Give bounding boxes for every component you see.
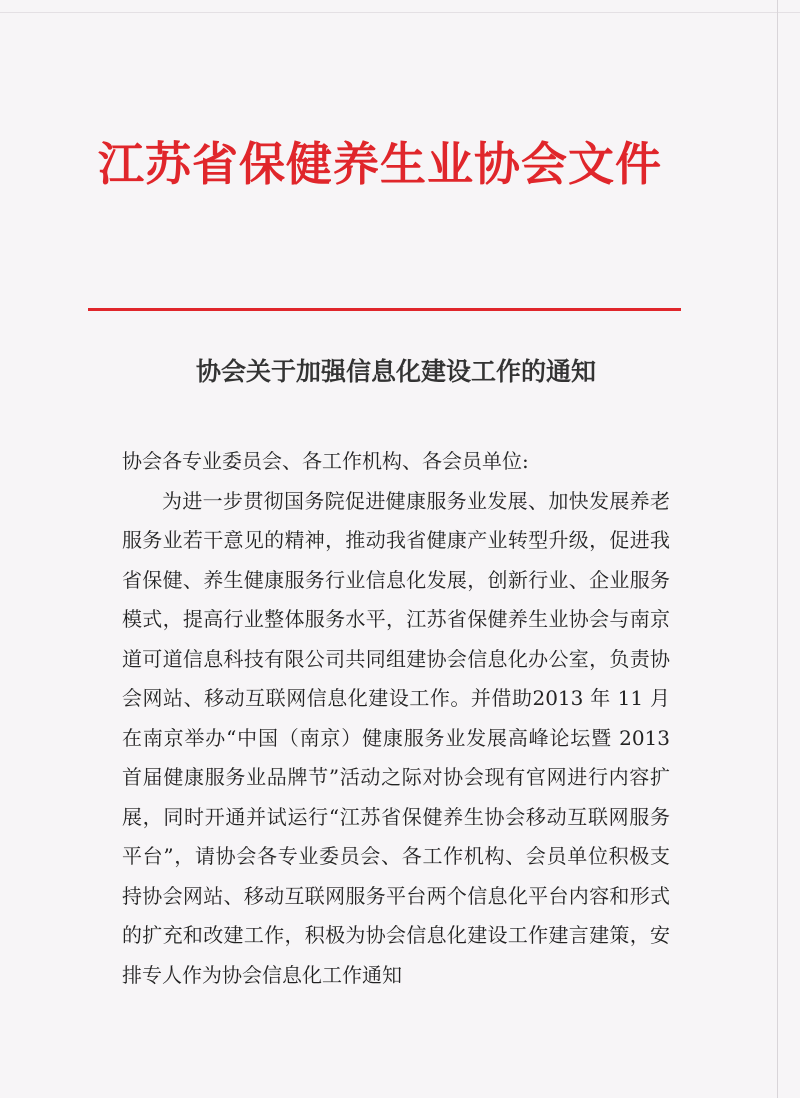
document-header: 江苏省保健养生业协会文件 — [98, 137, 662, 191]
salutation: 协会各专业委员会、各工作机构、各会员单位: — [122, 449, 529, 473]
header-red-rule — [88, 308, 681, 311]
document-title: 协会关于加强信息化建设工作的通知 — [195, 357, 596, 386]
scan-edge-top — [0, 12, 800, 13]
document-body — [122, 442, 670, 995]
body-paragraph: 为进一步贯彻国务院促进健康服务业发展、加快发展养老服务业若干意见的精神，推动我省健康产业转型升级，促进我省保健、养生健康服务行业信息化发展，创新行业、企业服务模式，提高行业整体服务水平，江苏省保健养生业协会与南京道可道信息科技有限公司共同组建协会信息化办公室，负责协会网站、移动互联网信息化建设工作。并借助2013 年 11 月在南京举办“中国（南京）健康服务业发展高峰论坛暨 2013 首届健康服务业品牌节”活动之际对协会现有官网进行内容扩展，同时开通并试运行“江苏省保健养生协会移动互联网服务平台”，请协会各专业委员会、各工作机构、会员单位积极支持协会网站、移动互联网服务平台两个信息化平台内容和形式的扩充和改建工作，积极为协会信息化建设工作建言建策，安排专人作为协会信息化工作通知 — [122, 488, 670, 987]
scan-edge-right — [777, 0, 778, 1098]
